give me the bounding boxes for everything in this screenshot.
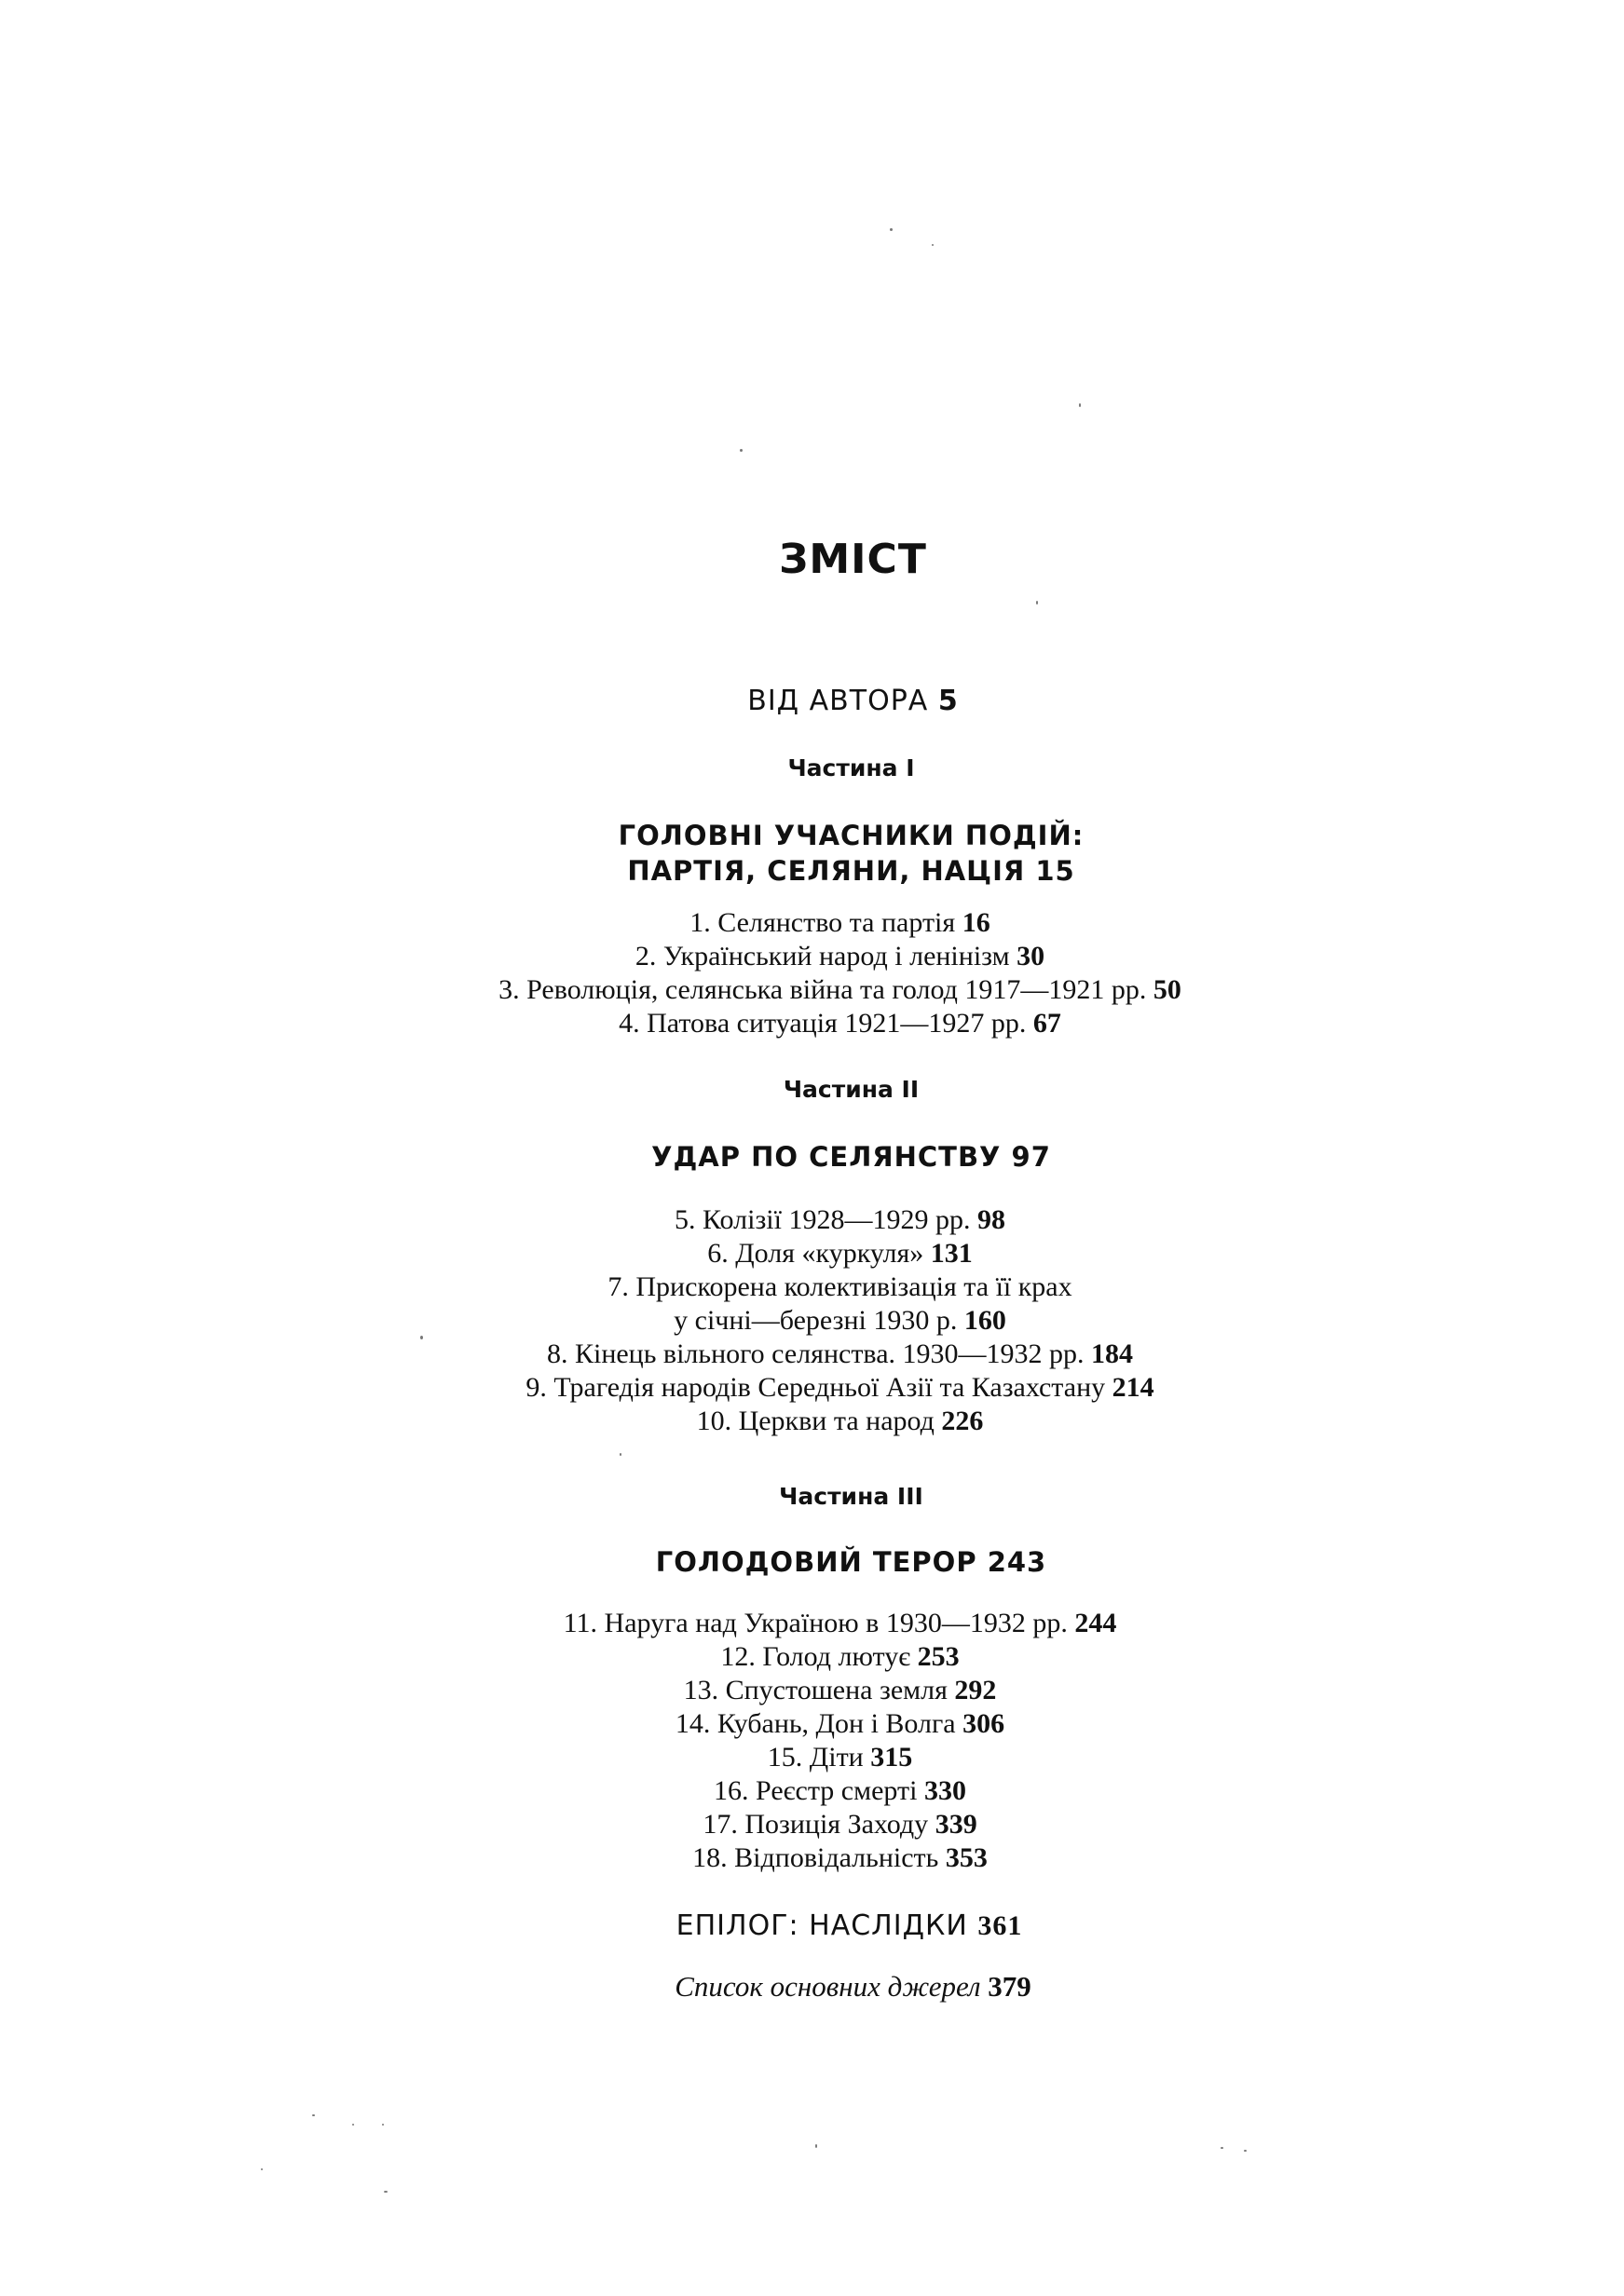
chapter-title: 15. Діти xyxy=(767,1742,864,1773)
chapter-title: у січні—березні 1930 р. xyxy=(674,1305,958,1336)
toc-chapter-2[interactable] xyxy=(28,940,1624,973)
scan-speck xyxy=(932,244,934,246)
scan-speck xyxy=(620,1453,621,1456)
toc-chapter-13[interactable] xyxy=(28,1674,1624,1707)
chapter-page: 306 xyxy=(962,1708,1005,1739)
scan-speck xyxy=(420,1336,423,1339)
chapter-title: 6. Доля «куркуля» xyxy=(707,1238,924,1269)
chapter-page: 226 xyxy=(941,1406,984,1436)
scan-speck xyxy=(890,228,893,231)
scan-speck xyxy=(1036,601,1038,605)
toc-epilogue-page: 361 xyxy=(977,1910,1023,1941)
toc-chapter-5[interactable] xyxy=(28,1203,1624,1237)
chapter-page: 30 xyxy=(1017,941,1045,971)
chapter-title: 3. Революція, селянська війна та голод 1917—1921 pp. xyxy=(498,974,1147,1005)
chapter-page: 339 xyxy=(935,1809,977,1840)
chapter-title: 14. Кубань, Дон і Волга xyxy=(675,1708,956,1739)
toc-chapter-17[interactable] xyxy=(28,1808,1624,1841)
part-2-heading-text: УДАР ПО СЕЛЯНСТВУ xyxy=(651,1141,1002,1173)
part-2-heading-page: 97 xyxy=(1011,1141,1051,1173)
part-1-heading-text: ПАРТІЯ, СЕЛЯНИ, НАЦІЯ xyxy=(627,855,1026,887)
chapter-page: 244 xyxy=(1074,1608,1117,1638)
scan-speck xyxy=(1221,2147,1223,2149)
chapter-page: 50 xyxy=(1153,974,1181,1005)
scan-speck xyxy=(261,2168,263,2170)
part-2-heading[interactable] xyxy=(39,1141,1624,1173)
toc-chapter-10[interactable] xyxy=(28,1405,1624,1438)
part-1-label: Частина I xyxy=(787,754,915,781)
toc-chapter-16[interactable] xyxy=(28,1774,1624,1808)
toc-chapter-12[interactable] xyxy=(28,1640,1624,1674)
part-1-heading-line1: ГОЛОВНІ УЧАСНИКИ ПОДІЙ: xyxy=(618,820,1085,851)
chapter-page: 330 xyxy=(923,1775,966,1806)
chapter-title: 12. Голод лютує xyxy=(720,1641,911,1672)
toc-chapter-1[interactable] xyxy=(28,906,1624,940)
chapter-title: 1. Селянство та партія xyxy=(689,907,956,938)
chapter-title: 8. Кінець вільного селянства. 1930—1932 pp. xyxy=(546,1338,1085,1369)
part-3-heading-text: ГОЛОДОВИЙ ТЕРОР xyxy=(655,1546,977,1578)
toc-preface-page: 5 xyxy=(937,685,959,717)
chapter-page: 184 xyxy=(1091,1338,1134,1369)
toc-chapter-6[interactable] xyxy=(28,1237,1624,1270)
part-2-label: Частина II xyxy=(783,1076,920,1103)
chapter-page: 160 xyxy=(963,1305,1006,1336)
scan-speck xyxy=(382,2124,384,2126)
chapter-title: 16. Реєстр смерті xyxy=(714,1775,918,1806)
scan-speck xyxy=(352,2124,354,2126)
part-1-heading-page: 15 xyxy=(1035,855,1075,887)
toc-preface-label: ВІД АВТОРА xyxy=(747,685,929,717)
toc-epilogue[interactable] xyxy=(37,1909,1624,1942)
scan-speck xyxy=(740,449,743,452)
chapter-page: 98 xyxy=(976,1204,1005,1235)
part-3-label: Частина III xyxy=(779,1483,923,1510)
toc-chapter-7[interactable] xyxy=(28,1270,1624,1304)
scan-speck xyxy=(1244,2150,1247,2152)
toc-preface[interactable] xyxy=(41,685,1624,717)
part-1-heading-line2[interactable] xyxy=(39,855,1624,887)
toc-chapter-3[interactable] xyxy=(28,973,1624,1007)
chapter-title: 11. Наруга над Україною в 1930—1932 pp. xyxy=(563,1608,1068,1638)
toc-epilogue-label: ЕПІЛОГ: НАСЛІДКИ xyxy=(676,1909,968,1942)
toc-chapter-11[interactable] xyxy=(28,1607,1624,1640)
toc-chapter-4[interactable] xyxy=(28,1007,1624,1040)
chapter-title: 10. Церкви та народ xyxy=(696,1406,935,1436)
scan-speck xyxy=(312,2114,315,2116)
chapter-title: 2. Український народ і ленінізм xyxy=(635,941,1010,971)
chapter-title: 7. Прискорена колективізація та її крах xyxy=(607,1271,1072,1302)
page-title: ЗМІСТ xyxy=(779,536,927,583)
chapter-title: 13. Спустошена земля xyxy=(683,1675,948,1705)
toc-chapter-7-cont[interactable] xyxy=(28,1304,1624,1338)
chapter-page: 131 xyxy=(930,1238,973,1269)
chapter-page: 67 xyxy=(1032,1008,1061,1039)
chapter-title: 17. Позиція Заходу xyxy=(703,1809,929,1840)
chapter-title: 4. Патова ситуація 1921—1927 pp. xyxy=(619,1008,1027,1039)
scan-speck xyxy=(384,2191,388,2193)
toc-chapter-8[interactable] xyxy=(28,1338,1624,1371)
toc-chapter-9[interactable] xyxy=(28,1371,1624,1405)
chapter-page: 315 xyxy=(870,1742,913,1773)
toc-sources-page: 379 xyxy=(988,1970,1031,2003)
scan-speck xyxy=(815,2144,817,2148)
chapter-title: 18. Відповідальність xyxy=(692,1842,939,1873)
toc-chapter-18[interactable] xyxy=(28,1841,1624,1875)
chapter-page: 253 xyxy=(917,1641,960,1672)
chapter-page: 292 xyxy=(954,1675,997,1705)
part-3-heading[interactable] xyxy=(39,1546,1624,1578)
scan-speck xyxy=(1079,403,1081,407)
chapter-title: 9. Трагедія народів Середньої Азії та Казахстану xyxy=(525,1372,1106,1403)
chapter-page: 16 xyxy=(962,907,990,938)
chapter-page: 353 xyxy=(945,1842,988,1873)
chapter-page: 214 xyxy=(1112,1372,1154,1403)
toc-sources-label: Список основних джерел xyxy=(675,1970,981,2003)
toc-chapter-15[interactable] xyxy=(28,1741,1624,1774)
toc-sources[interactable] xyxy=(41,1970,1624,2004)
chapter-title: 5. Колізії 1928—1929 pp. xyxy=(675,1204,971,1235)
part-3-heading-page: 243 xyxy=(987,1546,1047,1578)
toc-chapter-14[interactable] xyxy=(28,1707,1624,1741)
